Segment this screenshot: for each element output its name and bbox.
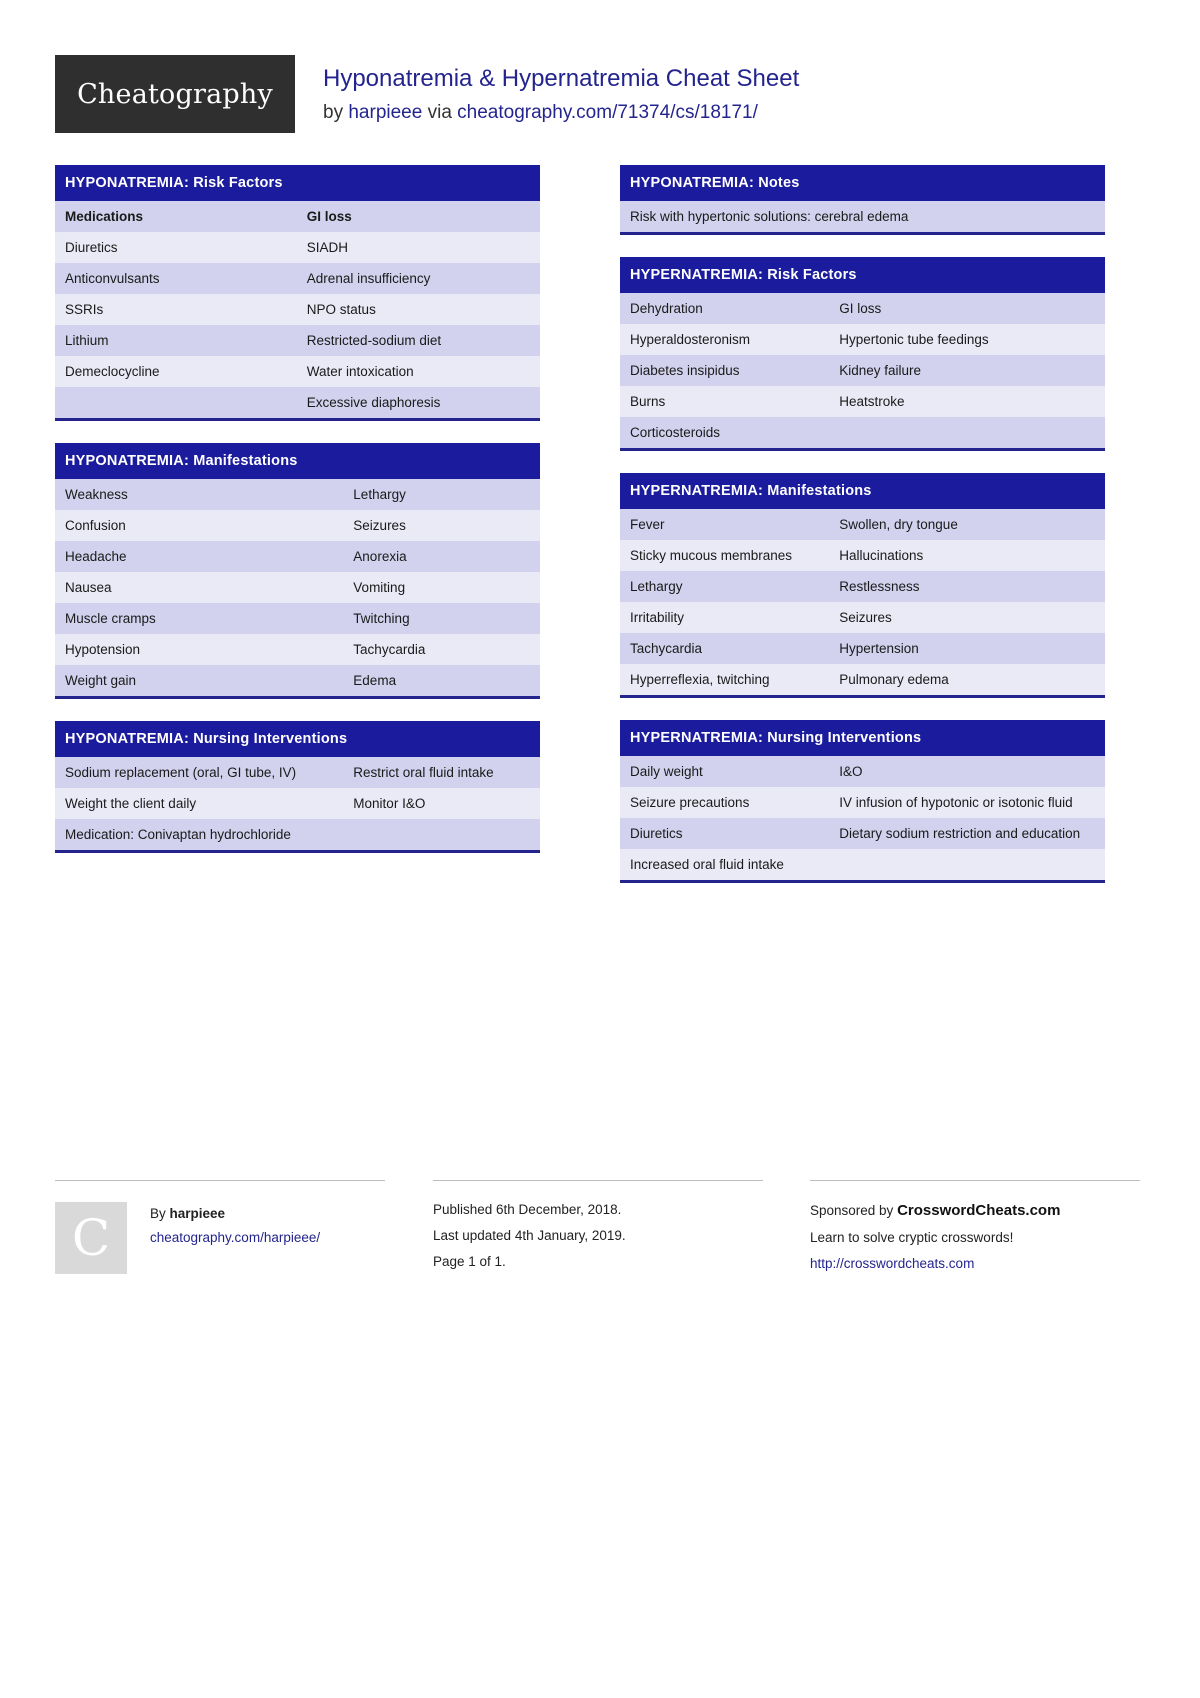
cell-a: Seizure precautions <box>630 795 750 810</box>
page-header <box>55 55 1145 135</box>
cell-b: Hypertonic tube feedings <box>839 332 989 347</box>
cell-a: Increased oral fluid intake <box>630 857 784 872</box>
byline-author[interactable]: harpieee <box>348 102 423 123</box>
table-row <box>55 325 540 356</box>
table-row <box>620 756 1105 787</box>
cell-b: Heatstroke <box>839 394 905 409</box>
logo-text: Cheatography <box>77 78 273 110</box>
cell-b: Restricted-sodium diet <box>306 333 442 348</box>
table-row <box>55 572 540 603</box>
cell-a: Hypotension <box>65 642 141 657</box>
cell-b: Restrict oral fluid intake <box>353 765 494 780</box>
cell-b: Lethargy <box>353 487 406 502</box>
card-title: HYPONATREMIA: Notes <box>620 165 1105 201</box>
card-hypernatremia-manifestations <box>620 473 1105 698</box>
table-row <box>620 293 1105 324</box>
cell-a: Demeclocycline <box>65 364 160 379</box>
table-row <box>55 603 540 634</box>
table-row <box>620 818 1105 849</box>
cell-a: Weight the client daily <box>65 796 197 811</box>
cell-a: Diuretics <box>630 826 683 841</box>
footer-by-label: By <box>150 1206 170 1221</box>
card-hyponatremia-risk-factors <box>55 165 540 421</box>
table-row <box>620 509 1105 540</box>
cell-a: Irritability <box>630 610 685 625</box>
cell-a: Sodium replacement (oral, GI tube, IV) <box>65 765 297 780</box>
table-row <box>620 633 1105 664</box>
cell-b: Seizures <box>353 518 406 533</box>
table-row <box>55 294 540 325</box>
footer-sponsor-name: CrosswordCheats.com <box>897 1202 1061 1219</box>
byline-source-link[interactable]: cheatography.com/71374/cs/18171/ <box>457 102 758 123</box>
left-column <box>55 165 540 875</box>
cell-a: Weight gain <box>65 673 137 688</box>
footer-sponsor-line <box>810 1202 1150 1221</box>
cell-b: GI loss <box>839 301 882 316</box>
table-row <box>620 417 1105 448</box>
footer-author-line <box>150 1206 320 1221</box>
footer-updated: Last updated 4th January, 2019. <box>433 1227 626 1243</box>
table-row <box>620 602 1105 633</box>
cell-b: IV infusion of hypotonic or isotonic fluid <box>839 795 1073 810</box>
card-title: HYPERNATREMIA: Risk Factors <box>620 257 1105 293</box>
footer-publish-block <box>433 1202 773 1280</box>
cell-b: Adrenal insufficiency <box>306 271 431 286</box>
footer-sponsor-tagline: Learn to solve cryptic crosswords! <box>810 1229 1014 1245</box>
table-row <box>620 571 1105 602</box>
cell-a: Lethargy <box>630 579 683 594</box>
cell-b: Vomiting <box>353 580 406 595</box>
cell-b <box>839 857 1095 872</box>
cell-a: Weakness <box>65 487 128 502</box>
table-row <box>55 201 540 232</box>
cell-b: Dietary sodium restriction and education <box>839 826 1081 841</box>
cell-a: Daily weight <box>630 764 703 779</box>
footer-sponsor-prefix: Sponsored by <box>810 1203 898 1218</box>
footer-author-name: harpieee <box>169 1206 226 1221</box>
card-title: HYPONATREMIA: Nursing Interventions <box>55 721 540 757</box>
cell-b: SIADH <box>306 240 349 255</box>
cell-a: Sticky mucous membranes <box>630 548 793 563</box>
card-hypernatremia-risk-factors <box>620 257 1105 451</box>
cell-a: Nausea <box>65 580 112 595</box>
cell-b: Water intoxication <box>306 364 414 379</box>
cell-b: Seizures <box>839 610 892 625</box>
cell-a: Corticosteroids <box>630 425 721 440</box>
byline-via: via <box>422 102 458 123</box>
table-row <box>55 819 540 850</box>
table-row <box>55 510 540 541</box>
cell-a: Headache <box>65 549 127 564</box>
cell-a: Lithium <box>65 333 109 348</box>
cell-a: Tachycardia <box>630 641 703 656</box>
card-title: HYPERNATREMIA: Nursing Interventions <box>620 720 1105 756</box>
cell-b: NPO status <box>306 302 376 317</box>
cell-a: Burns <box>630 394 666 409</box>
cell-b: Twitching <box>353 611 410 626</box>
card-title: HYPERNATREMIA: Manifestations <box>620 473 1105 509</box>
table-row <box>55 788 540 819</box>
page-title: Hyponatremia & Hypernatremia Cheat Sheet <box>323 65 800 92</box>
footer-sponsor-block <box>810 1202 1150 1282</box>
table-row <box>55 232 540 263</box>
cell-a: Medication: Conivaptan hydrochloride <box>65 827 291 842</box>
cell-a: Muscle cramps <box>65 611 156 626</box>
cell-a: Hyperreflexia, twitching <box>630 672 770 687</box>
footer-sponsor-link[interactable]: http://crosswordcheats.com <box>810 1255 975 1271</box>
cell-b: Hallucinations <box>839 548 924 563</box>
cell-a: Hyperaldosteronism <box>630 332 751 347</box>
cell-b: GI loss <box>306 209 352 224</box>
cell-b: Pulmonary edema <box>839 672 949 687</box>
card-title: HYPONATREMIA: Manifestations <box>55 443 540 479</box>
footer-divider <box>433 1180 763 1181</box>
table-row <box>55 263 540 294</box>
card-hyponatremia-notes <box>620 165 1105 235</box>
cell-b <box>353 827 530 842</box>
byline-prefix: by <box>323 102 349 123</box>
cell-b: Monitor I&O <box>353 796 426 811</box>
table-row <box>620 787 1105 818</box>
cell-a: Anticonvulsants <box>65 271 160 286</box>
cell-a: Fever <box>630 517 665 532</box>
page-byline <box>323 102 758 124</box>
table-row <box>620 201 1105 232</box>
card-hyponatremia-nursing-interventions <box>55 721 540 853</box>
table-row <box>620 540 1105 571</box>
table-row <box>55 634 540 665</box>
cheatography-logo[interactable] <box>55 55 295 133</box>
table-row <box>620 386 1105 417</box>
cell-b: Restlessness <box>839 579 920 594</box>
table-row <box>620 355 1105 386</box>
cell-b <box>839 425 1095 440</box>
footer-page-number: Page 1 of 1. <box>433 1253 506 1269</box>
footer-divider <box>810 1180 1140 1181</box>
table-row <box>55 356 540 387</box>
cell-b: Hypertension <box>839 641 919 656</box>
table-row <box>620 849 1105 880</box>
table-row <box>55 387 540 418</box>
cell-a: Diuretics <box>65 240 118 255</box>
table-row <box>620 324 1105 355</box>
cell-b: Swollen, dry tongue <box>839 517 958 532</box>
cell-a: Diabetes insipidus <box>630 363 740 378</box>
footer-author-link[interactable]: cheatography.com/harpieee/ <box>150 1230 321 1245</box>
table-row <box>620 664 1105 695</box>
cell-b: Edema <box>353 673 397 688</box>
card-hyponatremia-manifestations <box>55 443 540 699</box>
right-column <box>620 165 1105 905</box>
cell-a: Risk with hypertonic solutions: cerebral edema <box>630 209 909 224</box>
table-row <box>55 757 540 788</box>
cell-a: Dehydration <box>630 301 703 316</box>
cell-b: Tachycardia <box>353 642 426 657</box>
footer-divider <box>55 1180 385 1181</box>
cell-b: Anorexia <box>353 549 407 564</box>
card-title: HYPONATREMIA: Risk Factors <box>55 165 540 201</box>
cell-b: Excessive diaphoresis <box>306 395 441 410</box>
table-row <box>55 479 540 510</box>
table-row <box>55 541 540 572</box>
cell-a: Confusion <box>65 518 126 533</box>
table-row <box>55 665 540 696</box>
cell-a: SSRIs <box>65 302 104 317</box>
footer-published: Published 6th December, 2018. <box>433 1202 622 1217</box>
avatar: C <box>55 1202 127 1274</box>
cell-b: I&O <box>839 764 863 779</box>
cell-a: Medications <box>65 209 144 224</box>
card-hypernatremia-nursing-interventions <box>620 720 1105 883</box>
cell-a <box>65 395 307 410</box>
cell-b: Kidney failure <box>839 363 922 378</box>
